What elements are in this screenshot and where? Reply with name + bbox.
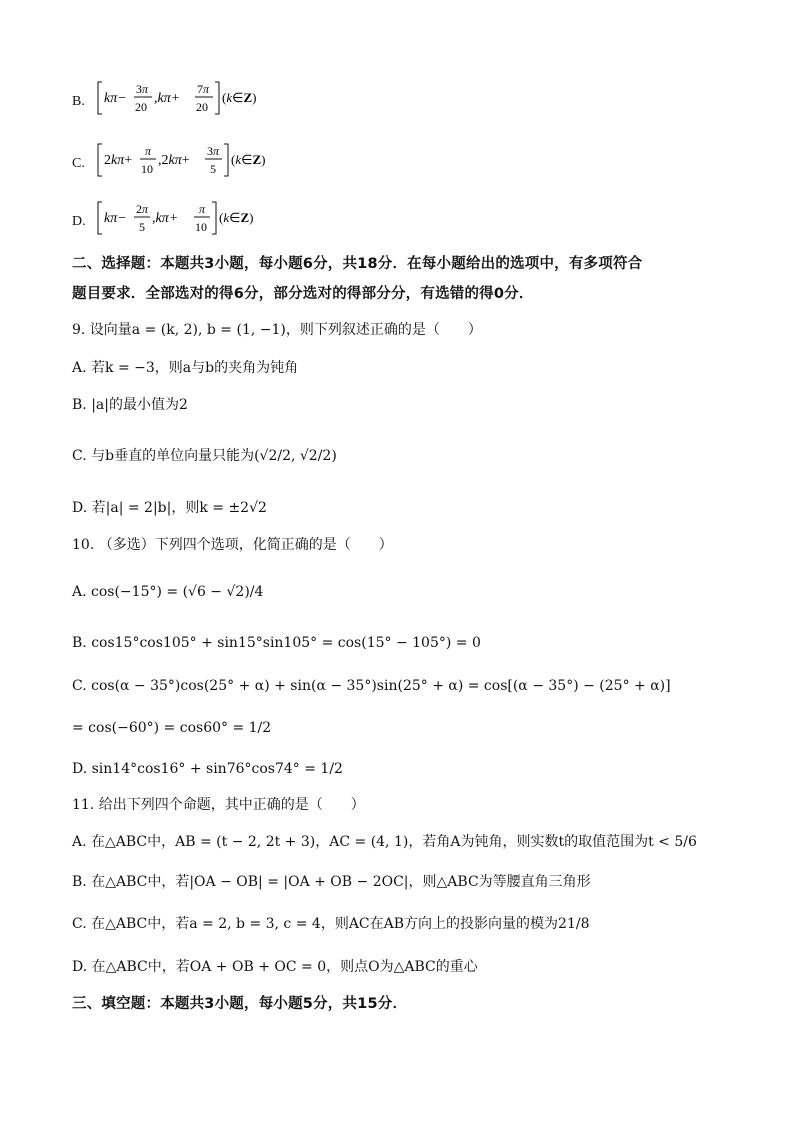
svg-text:(k∈Z): (k∈Z) bbox=[219, 210, 254, 225]
q9-option-a: A. 若k = −3，则a与b的夹角为钝角 bbox=[72, 360, 299, 376]
svg-text:10: 10 bbox=[141, 162, 154, 176]
q9-option-b: B. |a|的最小值为2 bbox=[72, 397, 188, 413]
svg-text:3π: 3π bbox=[136, 82, 149, 96]
svg-text:π: π bbox=[199, 202, 206, 216]
svg-text:5: 5 bbox=[210, 162, 217, 176]
option-label: D. bbox=[72, 214, 86, 229]
svg-text:,kπ+: ,kπ+ bbox=[152, 211, 179, 226]
svg-text:5: 5 bbox=[139, 220, 146, 234]
q11-option-b: B. 在△ABC中，若|OA − OB| = |OA + OB − 2OC|，则△ABC为等腰直角三角形 bbox=[72, 874, 591, 890]
q10-option-b: B. cos15°cos105° + sin15°sin105° = cos(15° − 105°) = 0 bbox=[72, 635, 481, 651]
q11-option-c: C. 在△ABC中，若a = 2, b = 3, c = 4，则AC在AB方向上的投影向量的模为21/8 bbox=[72, 916, 590, 932]
option-label: B. bbox=[72, 94, 85, 109]
svg-text:,kπ+: ,kπ+ bbox=[154, 91, 181, 106]
q10-option-c-line2: = cos(−60°) = cos60° = 1/2 bbox=[72, 720, 272, 736]
q9-option-c: C. 与b垂直的单位向量只能为(√2/2, √2/2) bbox=[72, 448, 337, 464]
option-d-prev bbox=[72, 198, 734, 244]
svg-text:2kπ+: 2kπ+ bbox=[104, 153, 133, 168]
option-c-prev bbox=[72, 140, 734, 186]
option-c-formula bbox=[96, 140, 296, 186]
svg-text:2π: 2π bbox=[136, 202, 149, 216]
svg-text:10: 10 bbox=[195, 220, 208, 234]
option-b-formula bbox=[96, 78, 286, 124]
section2-heading-line1: 二、选择题：本题共3小题，每小题6分，共18分．在每小题给出的选项中，有多项符合 bbox=[72, 256, 643, 272]
q9-option-d: D. 若|a| = 2|b|，则k = ±2√2 bbox=[72, 500, 267, 516]
svg-text:π: π bbox=[145, 144, 152, 158]
section3-heading: 三、填空题：本题共3小题，每小题5分，共15分． bbox=[72, 996, 408, 1012]
svg-text:(k∈Z): (k∈Z) bbox=[222, 90, 257, 105]
svg-text:(k∈Z): (k∈Z) bbox=[231, 152, 266, 167]
svg-text:3π: 3π bbox=[207, 144, 220, 158]
option-label: C. bbox=[72, 156, 85, 171]
option-d-formula bbox=[96, 198, 286, 244]
svg-text:,2kπ+: ,2kπ+ bbox=[158, 153, 191, 168]
q9-stem: 9. 设向量a = (k, 2), b = (1, −1)，则下列叙述正确的是（ ） bbox=[72, 322, 482, 338]
svg-text:20: 20 bbox=[196, 100, 209, 114]
q10-stem: 10. （多选）下列四个选项，化简正确的是（ ） bbox=[72, 537, 393, 553]
svg-text:7π: 7π bbox=[197, 82, 210, 96]
q11-option-d: D. 在△ABC中，若OA + OB + OC = 0，则点O为△ABC的重心 bbox=[72, 959, 478, 975]
q10-option-c-line1: C. cos(α − 35°)cos(25° + α) + sin(α − 35°)sin(25° + α) = cos[(α − 35°) − (25° + α)] bbox=[72, 678, 671, 694]
formula-b-svg bbox=[96, 78, 286, 118]
formula-d-svg bbox=[96, 198, 286, 238]
q10-option-d: D. sin14°cos16° + sin76°cos74° = 1/2 bbox=[72, 761, 343, 777]
section2-heading-line2: 题目要求．全部选对的得6分，部分选对的得部分分，有选错的得0分． bbox=[72, 286, 534, 302]
q11-option-a: A. 在△ABC中，AB = (t − 2, 2t + 3)，AC = (4, 1)，若角A为钝角，则实数t的取值范围为t < 5/6 bbox=[72, 834, 697, 850]
svg-text:20: 20 bbox=[135, 100, 148, 114]
q10-option-a: A. cos(−15°) = (√6 − √2)/4 bbox=[72, 584, 264, 600]
svg-text:kπ−: kπ− bbox=[104, 91, 128, 106]
option-b-prev bbox=[72, 78, 734, 124]
formula-c-svg bbox=[96, 140, 296, 180]
q11-stem: 11. 给出下列四个命题，其中正确的是（ ） bbox=[72, 797, 365, 813]
svg-text:kπ−: kπ− bbox=[104, 211, 128, 226]
